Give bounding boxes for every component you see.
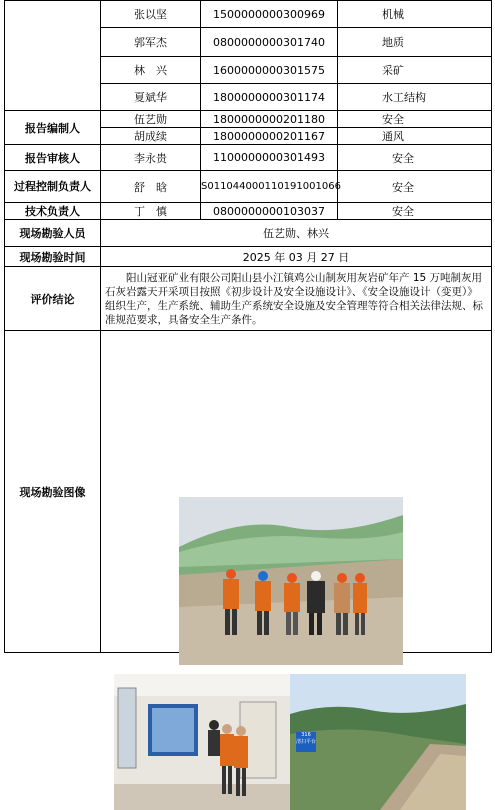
person-name: 丁 慎: [101, 203, 201, 220]
conclusion-label: 评价结论: [5, 267, 101, 331]
tech-label: 技术负责人: [5, 203, 101, 220]
person-name: 郭军杰: [101, 28, 201, 57]
conclusion-text: 阳山冠亚矿业有限公司阳山县小江镇鸡公山制灰用灰岩矿年产 15 万吨制灰用石灰岩露天开采项目按照《初步设计及安全设施设计》、《安全设施设计（变更）》组织生产，生产系统、辅助生产系统安全设施及安全管理等符合相关法律法规、标准规范要求，具备安全生产条件。: [101, 267, 492, 331]
person-major: 机械: [338, 1, 492, 28]
site-people-label: 现场勘验人员: [5, 220, 101, 247]
person-major: 通风: [338, 128, 492, 145]
sign-316: 316 清扫平台: [296, 731, 317, 745]
process-label: 过程控制负责人: [5, 171, 101, 203]
person-name: 林 兴: [101, 57, 201, 84]
compile-label: 报告编制人: [5, 111, 101, 145]
person-id: 0800000000103037: [201, 203, 338, 220]
person-major: 安全: [338, 171, 492, 203]
inspection-table: [4, 0, 492, 745]
person-name: 张以坚: [101, 1, 201, 28]
person-name: 夏斌华: [101, 84, 201, 111]
site-time-value: 2025 年 03 月 27 日: [101, 247, 492, 267]
person-major: 安全: [338, 145, 492, 171]
site-photo-group: [179, 497, 403, 665]
person-name: 李永贵: [101, 145, 201, 171]
person-major: 安全: [338, 203, 492, 220]
person-id: 1600000000301575: [201, 57, 338, 84]
site-time-label: 现场勘验时间: [5, 247, 101, 267]
person-id: 1500000000300969: [201, 1, 338, 28]
person-name: 舒 晗: [101, 171, 201, 203]
site-photo-road: [290, 674, 466, 810]
site-people-value: 伍艺勋、林兴: [101, 220, 492, 247]
person-major: 采矿: [338, 57, 492, 84]
site-photo-office: [114, 674, 290, 810]
person-id: 1800000000201167: [201, 128, 338, 145]
person-major: 安全: [338, 111, 492, 128]
person-id: 1800000000201180: [201, 111, 338, 128]
person-major: 水工结构: [338, 84, 492, 111]
person-id: 1800000000301174: [201, 84, 338, 111]
images-cell: [101, 331, 492, 745]
review-label: 报告审核人: [5, 145, 101, 171]
person-name: 胡成续: [101, 128, 201, 145]
person-major: 地质: [338, 28, 492, 57]
person-id: S011044000110191001066: [201, 171, 338, 203]
person-id: 0800000000301740: [201, 28, 338, 57]
person-id: 1100000000301493: [201, 145, 338, 171]
person-name: 伍艺勋: [101, 111, 201, 128]
evaluator-label-cell: [5, 1, 101, 111]
images-label: 现场勘验图像: [5, 331, 101, 653]
